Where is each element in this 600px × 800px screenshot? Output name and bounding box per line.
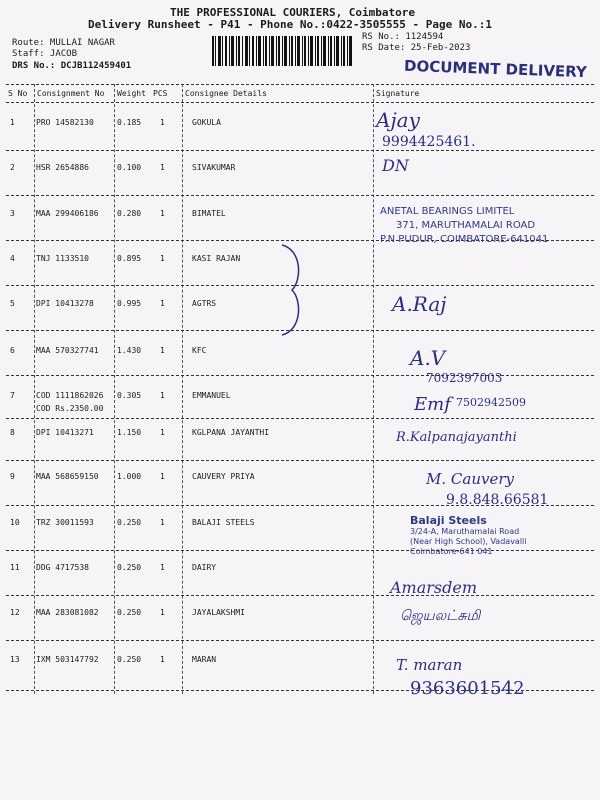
brace-mark bbox=[262, 240, 322, 340]
row-weight: 0.250 bbox=[117, 608, 142, 617]
row-pcs: 1 bbox=[160, 472, 165, 481]
row-consignee: JAYALAKSHMI bbox=[192, 608, 245, 617]
row-consignment-no: COD 1111862026 bbox=[36, 391, 104, 400]
column-divider bbox=[114, 84, 115, 694]
row-consignee: EMMANUEL bbox=[192, 391, 231, 400]
row-weight: 1.430 bbox=[117, 346, 142, 355]
row-consignee: KGLPANA JAYANTHI bbox=[192, 428, 270, 437]
row-pcs: 1 bbox=[160, 428, 165, 437]
row-sno: 10 bbox=[10, 518, 20, 527]
row-pcs: 1 bbox=[160, 608, 165, 617]
column-divider bbox=[34, 84, 35, 694]
row-divider bbox=[6, 550, 594, 551]
barcode-image bbox=[212, 36, 352, 66]
row-divider bbox=[6, 150, 594, 151]
stamp-row-10-line1: Balaji Steels bbox=[410, 514, 487, 527]
col-header-signature: Signature bbox=[376, 89, 420, 98]
row-consignee: MARAN bbox=[192, 655, 217, 664]
row-sno: 1 bbox=[10, 118, 15, 127]
phone-row-13: 9363601542 bbox=[410, 678, 525, 699]
row-sno: 2 bbox=[10, 163, 15, 172]
column-divider bbox=[373, 84, 374, 694]
row-divider bbox=[6, 418, 594, 419]
row-pcs: 1 bbox=[160, 209, 165, 218]
row-pcs: 1 bbox=[160, 518, 165, 527]
row-weight: 0.185 bbox=[117, 118, 142, 127]
row-divider bbox=[6, 375, 594, 376]
row-consignee: BALAJI STEELS bbox=[192, 518, 255, 527]
row-weight: 0.250 bbox=[117, 518, 142, 527]
staff-label: Staff: JACOB bbox=[12, 49, 78, 59]
signature-row-1: Ajay bbox=[376, 108, 420, 132]
row-sno: 13 bbox=[10, 655, 20, 664]
signature-row-5: A.Raj bbox=[392, 292, 447, 316]
col-header-sno: S No bbox=[8, 89, 28, 98]
runsheet-subtitle: Delivery Runsheet - P41 - Phone No.:0422-3505555 - Page No.:1 bbox=[88, 18, 492, 31]
row-consignee: KASI RAJAN bbox=[192, 254, 241, 263]
row-sno: 11 bbox=[10, 563, 20, 572]
stamp-row-3-line3: P.N PUDUR, COIMBATORE-641041 bbox=[380, 234, 549, 245]
col-header-consignment: Consignment No bbox=[37, 89, 105, 98]
row-pcs: 1 bbox=[160, 163, 165, 172]
stamp-row-10-line4: Coimbatore-641 041 bbox=[410, 547, 493, 556]
row-divider bbox=[6, 595, 594, 596]
row-consignment-no: PRO 14582130 bbox=[36, 118, 94, 127]
row-sno: 8 bbox=[10, 428, 15, 437]
row-sno: 5 bbox=[10, 299, 15, 308]
phone-row-9: 9.8.848.66581 bbox=[446, 492, 549, 508]
row-weight: 1.150 bbox=[117, 428, 142, 437]
row-consignment-no: DDG 4717538 bbox=[36, 563, 89, 572]
column-divider bbox=[182, 84, 183, 694]
row-weight: 1.000 bbox=[117, 472, 142, 481]
col-header-pcs: PCS bbox=[153, 89, 168, 98]
header-rule bbox=[6, 102, 594, 103]
row-divider bbox=[6, 460, 594, 461]
row-consignee: AGTRS bbox=[192, 299, 217, 308]
signature-row-7: Emf bbox=[414, 394, 451, 415]
row-weight: 0.995 bbox=[117, 299, 142, 308]
row-weight: 0.250 bbox=[117, 563, 142, 572]
row-weight: 0.280 bbox=[117, 209, 142, 218]
signature-row-11: Amarsdem bbox=[390, 578, 478, 597]
row-pcs: 1 bbox=[160, 391, 165, 400]
signature-row-13: T. maran bbox=[396, 656, 463, 674]
row-pcs: 1 bbox=[160, 655, 165, 664]
rs-number: RS No.: 1124594 bbox=[362, 32, 444, 42]
row-sno: 3 bbox=[10, 209, 15, 218]
row-divider bbox=[6, 195, 594, 196]
route-label: Route: MULLAI NAGAR bbox=[12, 38, 115, 48]
row-consignee: KFC bbox=[192, 346, 207, 355]
table-top-rule bbox=[6, 84, 594, 85]
document-delivery-stamp: DOCUMENT DELIVERY bbox=[403, 56, 588, 82]
stamp-row-3-line2: 371, MARUTHAMALAI ROAD bbox=[396, 220, 536, 231]
row-consignee: DAIRY bbox=[192, 563, 217, 572]
row-consignee: BIMATEL bbox=[192, 209, 226, 218]
row-consignment-no: TNJ 1133510 bbox=[36, 254, 89, 263]
row-sno: 7 bbox=[10, 391, 15, 400]
row-consignment-no: MAA 283081082 bbox=[36, 608, 99, 617]
row-consignment-no: IXM 503147792 bbox=[36, 655, 99, 664]
row-consignee: CAUVERY PRIYA bbox=[192, 472, 255, 481]
row-consignment-no: HSR 2654886 bbox=[36, 163, 89, 172]
row-pcs: 1 bbox=[160, 346, 165, 355]
row-sno: 4 bbox=[10, 254, 15, 263]
row-consignment-no: DPI 10413278 bbox=[36, 299, 94, 308]
row-weight: 0.100 bbox=[117, 163, 142, 172]
row-pcs: 1 bbox=[160, 299, 165, 308]
row-weight: 0.250 bbox=[117, 655, 142, 664]
row-consignment-no: TRZ 30011593 bbox=[36, 518, 94, 527]
row-consignee: SIVAKUMAR bbox=[192, 163, 236, 172]
row-pcs: 1 bbox=[160, 118, 165, 127]
col-header-weight: Weight bbox=[117, 89, 146, 98]
col-header-consignee: Consignee Details bbox=[185, 89, 267, 98]
row-consignment-no: MAA 568659150 bbox=[36, 472, 99, 481]
page-title: THE PROFESSIONAL COURIERS, Coimbatore bbox=[170, 6, 416, 19]
rs-date: RS Date: 25-Feb-2023 bbox=[362, 43, 471, 53]
row-sno: 6 bbox=[10, 346, 15, 355]
row-pcs: 1 bbox=[160, 563, 165, 572]
row-pcs: 1 bbox=[160, 254, 165, 263]
row-consignee: GOKULA bbox=[192, 118, 221, 127]
row-consignment-no: MAA 299406186 bbox=[36, 209, 99, 218]
stamp-row-3-line1: ANETAL BEARINGS LIMITEL bbox=[380, 206, 515, 217]
row-sno: 9 bbox=[10, 472, 15, 481]
phone-row-7: 7502942509 bbox=[456, 396, 526, 409]
phone-row-1: 9994425461. bbox=[382, 134, 476, 150]
stamp-row-10-line2: 3/24-A, Maruthamalai Road bbox=[410, 527, 520, 536]
phone-row-6: 7092397003 bbox=[426, 371, 503, 385]
row-sno: 12 bbox=[10, 608, 20, 617]
row-weight: 0.895 bbox=[117, 254, 142, 263]
drs-number: DRS No.: DCJB112459401 bbox=[12, 61, 132, 71]
signature-row-8: R.Kalpanajayanthi bbox=[396, 430, 517, 445]
signature-row-2: DN bbox=[382, 156, 409, 175]
signature-row-6: A.V bbox=[410, 346, 446, 370]
stamp-row-10-line3: (Near High School), Vadavalli bbox=[410, 537, 527, 546]
row-divider bbox=[6, 640, 594, 641]
row-consignment-no: MAA 570327741 bbox=[36, 346, 99, 355]
row-weight: 0.305 bbox=[117, 391, 142, 400]
row-consignment-no: DPI 10413271 bbox=[36, 428, 94, 437]
signature-row-12: ஜெயலட்சுமி bbox=[400, 608, 481, 624]
row-cod-note: COD Rs.2350.00 bbox=[36, 404, 104, 413]
signature-row-9: M. Cauvery bbox=[426, 470, 514, 488]
